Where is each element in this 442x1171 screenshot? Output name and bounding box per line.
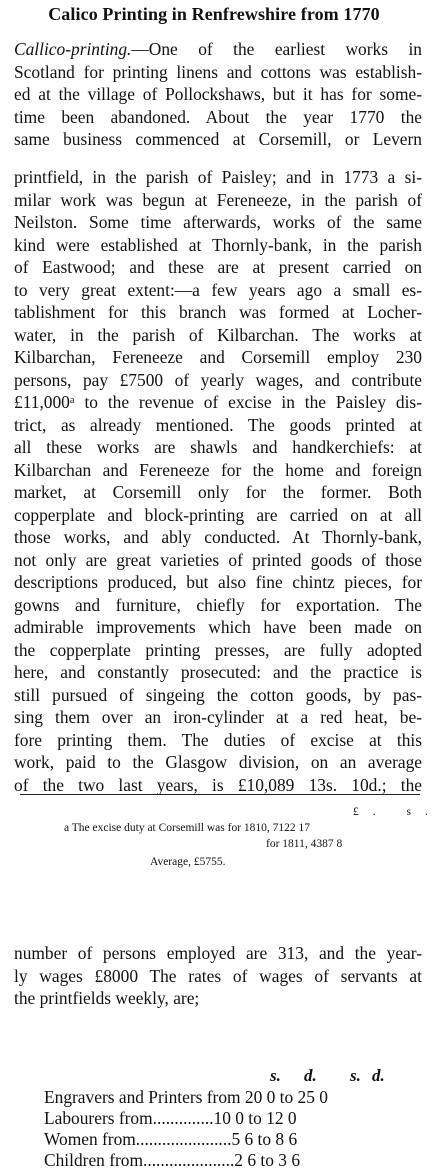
text-line: the copperplate printing presses, are fully adopted [14,639,422,660]
text-line: kind were established at Thornly-bank, in the parish [14,234,422,255]
text-line: Neilston. Some time afterwards, works of the same [14,212,422,232]
wages-row: Engravers and Printers from 20 0 to 25 0 [44,1087,328,1107]
text-line: to very great extent:—a few years ago a small es- [14,279,422,300]
wages-row: Labourers from..............10 0 to 12 0 [44,1108,297,1128]
text-line: the printfields weekly, are; [14,988,200,1008]
text-line: same business commenced at Corsemill, or Levern [14,129,422,149]
text-line: number of persons employed are 313, and the year- [14,943,422,963]
text-line: Kilbarchan, Fereneeze and Corsemill employ 230 [14,347,422,367]
text-line: market, at Corsemill only for the former. Both [14,482,422,502]
text-line: work, paid to the Glasgow division, on an average [14,752,422,772]
text-line: water, in the parish of Kilbarchan. The works at [14,324,422,345]
wages-header-pence: d. [372,1066,385,1085]
paragraph-3 [14,942,422,1010]
text-line: Scotland for printing linens and cottons was establish- [14,61,422,82]
text-line: time been abandoned. About the year 1770 the [14,106,422,127]
text-line: not only are great varieties of printed goods of those [14,549,422,570]
text-line: trict, as already mentioned. The goods printed at [14,414,422,435]
wages-header-shillings: s. [270,1066,281,1085]
wages-header-pence: d. [304,1066,317,1085]
text-line: all these works are shawls and handkerchiefs: at [14,437,422,457]
paragraph-2 [14,166,422,796]
text-line: persons, pay £7500 of yearly wages, and contribute [14,369,422,390]
text-line: Callico-printing.—One of the earliest works in [14,39,422,59]
text-line: those works, and ably conducted. At Thornly-bank, [14,527,422,547]
text-line: copperplate and block-printing are carried on at all [14,504,422,525]
footnote-line: for 1811, 4387 8 [266,838,343,850]
text-line: of Eastwood; and these are at present carried on [14,257,422,277]
paragraph-1 [14,38,422,151]
wages-row: Women from......................5 6 to 8 6 [44,1129,298,1149]
footnote-units: £. s. [353,806,442,818]
text-line: tablishment for this branch was formed at Locher- [14,302,422,322]
wages-header-shillings: s. [350,1066,361,1085]
wages-row: Children from.....................2 6 to 3 6 [44,1150,301,1170]
text-line: sing them over an iron-cylinder at a red heat, be- [14,707,422,727]
footnote-divider [20,794,420,795]
text-line: here, and constantly prosecuted: and the practice is [14,662,422,682]
text-line: fore printing them. The duties of excise at this [14,729,422,750]
page-title: Calico Printing in Renfrewshire from 1770 [48,4,380,24]
text-line: of the two last years, is £10,089 13s. 10d.; the [14,774,422,795]
section-lead: Callico-printing. [14,39,132,59]
text-line: Kilbarchan and Fereneeze for the home and foreign [14,459,422,480]
text-line: £11,000ᵃ to the revenue of excise in the Paisley dis- [14,392,422,412]
text-line: ly wages £8000 The rates of wages of servants at [14,965,422,986]
text-line: admirable improvements which have been made on [14,617,422,637]
text-line: descriptions produced, but also fine chintz pieces, for [14,572,422,592]
footnote-line: a The excise duty at Corsemill was for 1810, 7122 17 [64,822,311,834]
text-line: milar work was begun at Fereneeze, in the parish of [14,189,422,210]
text-line: printfield, in the parish of Paisley; and in 1773 a si- [14,167,422,187]
footnote-average: Average, £5755. [150,856,226,868]
text-line: gowns and furniture, chiefly for exportation. The [14,594,422,615]
text-line: still pursued of singeing the cotton goods, by pas- [14,684,422,705]
text-line: ed at the village of Pollockshaws, but it has for some- [14,84,422,104]
